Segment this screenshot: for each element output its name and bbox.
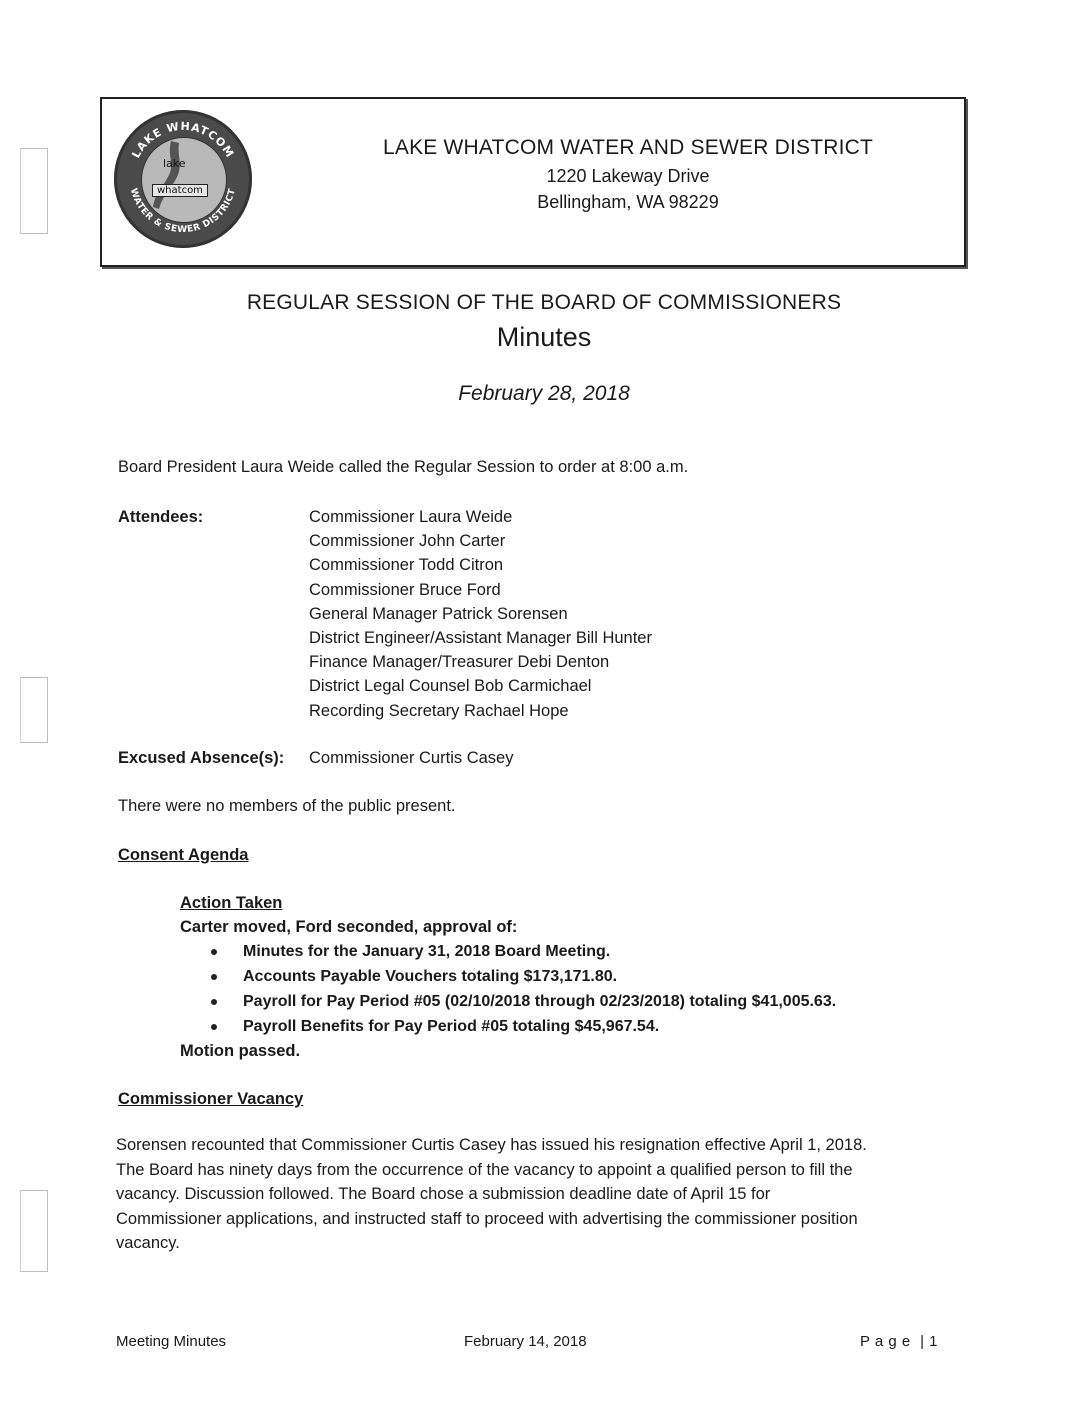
vacancy-paragraph (116, 1133, 956, 1256)
logo-inner-whatcom-text: whatcom (152, 184, 208, 197)
address-line-1: 1220 Lakeway Drive (546, 166, 710, 186)
address-line-2: Bellingham, WA 98229 (537, 192, 719, 212)
logo-ring-bottom-text: WATER & SEWER DISTRICT (127, 187, 239, 236)
motion-result: Motion passed. (180, 1042, 301, 1060)
footer-page-number: P a g e | 1 (860, 1333, 939, 1350)
meeting-date: February 28, 2018 (458, 382, 630, 405)
action-taken-heading: Action Taken (180, 894, 283, 912)
attendee-item: District Engineer/Assistant Manager Bill Hunter (309, 629, 652, 648)
attendee-item: Commissioner Todd Citron (309, 556, 504, 575)
organization-name: LAKE WHATCOM WATER AND SEWER DISTRICT (382, 136, 874, 159)
bullet-icon (211, 999, 217, 1005)
bullet-icon (211, 974, 217, 980)
scan-punch-mark-top (20, 148, 48, 234)
attendee-item: Commissioner Laura Weide (309, 508, 513, 526)
paragraph-line: The Board has ninety days from the occurrence of the vacancy to appoint a qualified person to fill the (116, 1160, 853, 1179)
consent-motion-text: Carter moved, Ford seconded, approval of: (180, 918, 518, 936)
scan-punch-mark-middle (20, 677, 48, 743)
bullet-icon (211, 1024, 217, 1030)
minutes-title: Minutes (496, 322, 592, 352)
attendee-item: General Manager Patrick Sorensen (309, 604, 568, 623)
attendees-list (309, 505, 652, 723)
call-to-order-text: Board President Laura Weide called the Regular Session to order at 8:00 a.m. (118, 458, 689, 476)
logo-inner-lake-text: lake (163, 157, 186, 170)
paragraph-line: vacancy. Discussion followed. The Board chose a submission deadline date of April 15 for (116, 1185, 771, 1204)
attendee-item: District Legal Counsel Bob Carmichael (309, 677, 592, 696)
bullet-icon (211, 949, 217, 955)
lake-map-icon (141, 137, 225, 221)
consent-agenda-heading: Consent Agenda (118, 846, 249, 864)
consent-item-text: Minutes for the January 31, 2018 Board Meeting. (243, 943, 611, 960)
attendees-label: Attendees: (118, 508, 204, 526)
footer-date-text: February 14, 2018 (464, 1333, 587, 1350)
attendee-item: Finance Manager/Treasurer Debi Denton (309, 653, 610, 672)
excused-absence-label: Excused Absence(s): (118, 749, 285, 767)
vacancy-heading: Commissioner Vacancy (118, 1090, 304, 1108)
paragraph-line: Commissioner applications, and instructed staff to proceed with advertising the commissioner position (116, 1209, 858, 1228)
logo-ring-top-text: LAKE WHATCOM (129, 119, 237, 161)
public-attendance-note: There were no members of the public present. (118, 797, 456, 815)
session-title: REGULAR SESSION OF THE BOARD OF COMMISSIONERS (246, 291, 842, 314)
attendee-item: Recording Secretary Rachael Hope (309, 701, 569, 720)
excused-absence-value: Commissioner Curtis Casey (309, 749, 514, 767)
consent-item-text: Payroll Benefits for Pay Period #05 totaling $45,967.54. (243, 1018, 660, 1035)
paragraph-line: Sorensen recounted that Commissioner Curtis Casey has issued his resignation effective April 1, 2018. (116, 1136, 867, 1154)
consent-item-text: Accounts Payable Vouchers totaling $173,171.80. (243, 968, 618, 985)
consent-item-text: Payroll for Pay Period #05 (02/10/2018 through 02/23/2018) totaling $41,005.63. (243, 993, 837, 1010)
footer-left-text: Meeting Minutes (116, 1333, 227, 1350)
attendee-item: Commissioner John Carter (309, 532, 506, 551)
scan-punch-mark-bottom (20, 1190, 48, 1272)
paragraph-line: vacancy. (116, 1234, 180, 1253)
attendee-item: Commissioner Bruce Ford (309, 580, 501, 599)
